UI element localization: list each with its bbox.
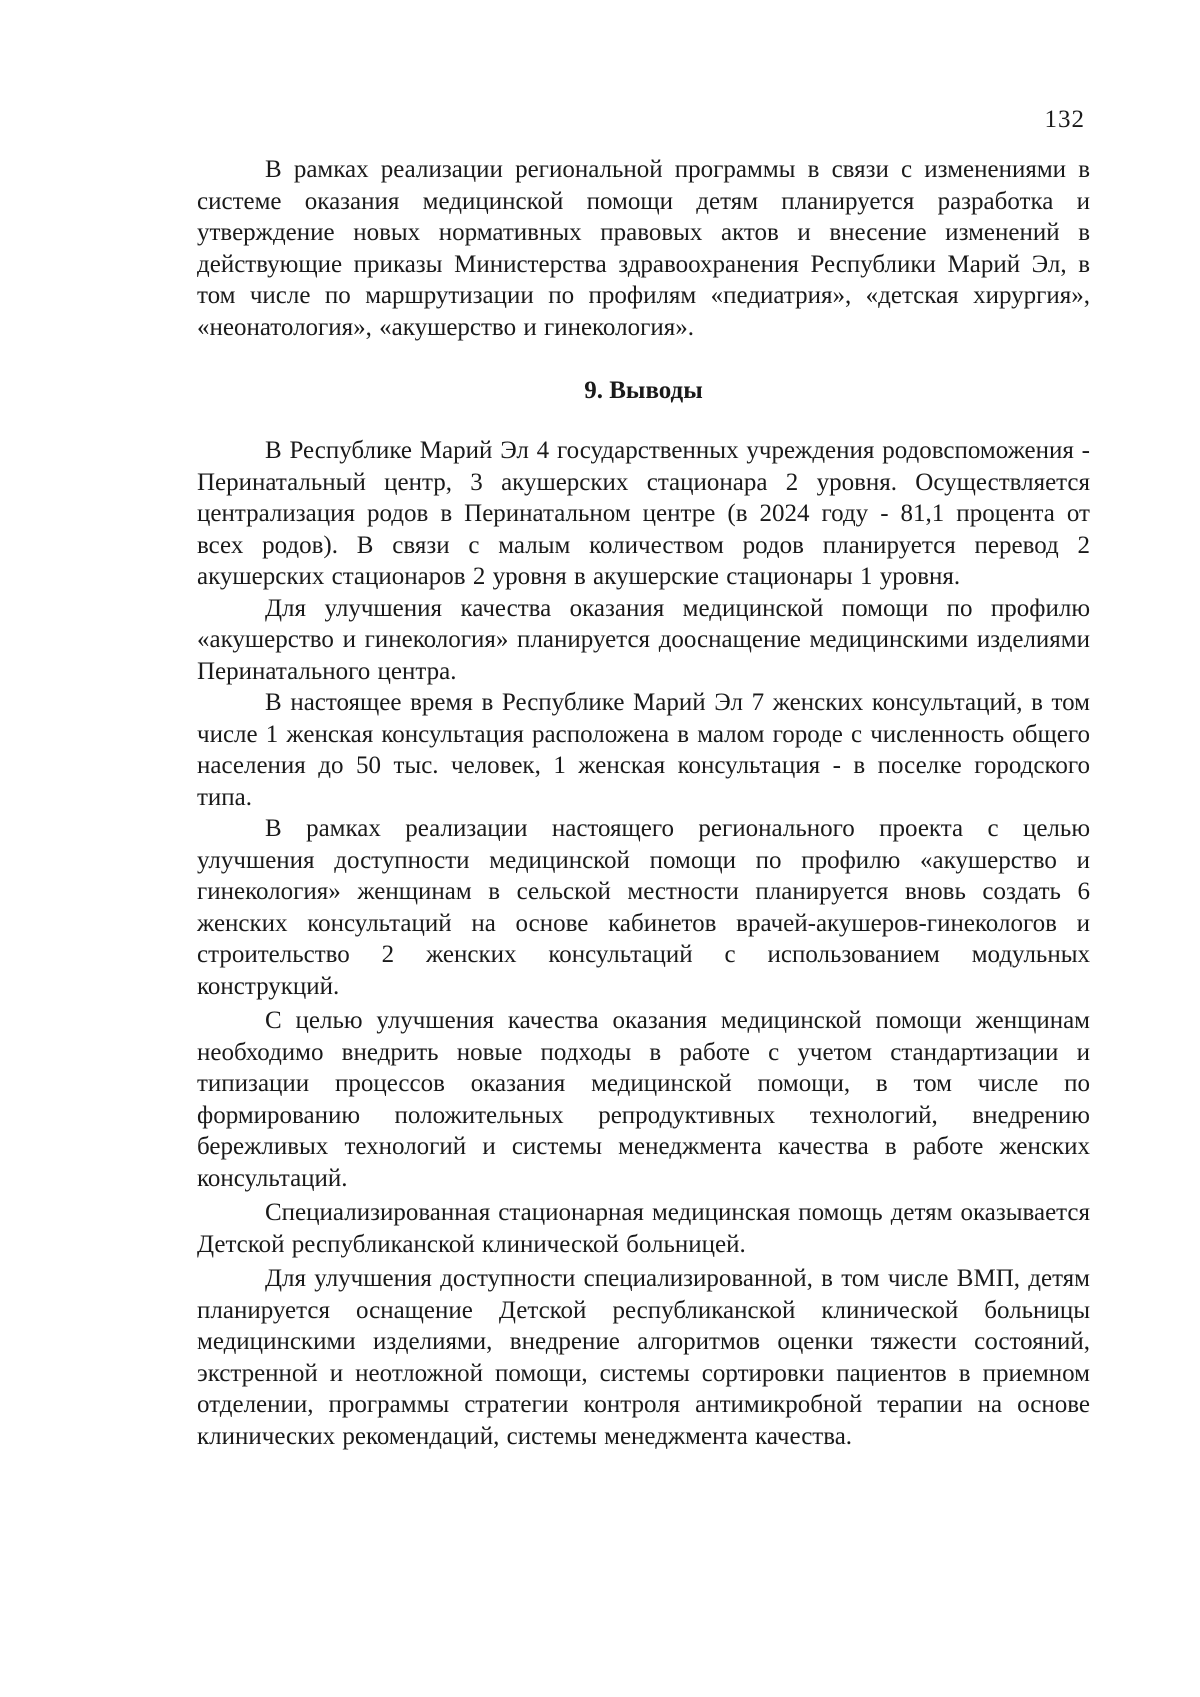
conclusion-paragraph-3: В настоящее время в Республике Марий Эл 7 женских консультаций, в том числе 1 женская консультация расположена в малом городе с численность общего населения до 50 тыс. человек, 1 женская консультация - в поселке городского типа.: [197, 689, 1090, 811]
document-body: [197, 154, 1090, 1452]
intro-paragraph: В рамках реализации региональной программы в связи с изменениями в системе оказания медицинской помощи детям планируется разработка и утверждение новых нормативных правовых актов и внесение изменений в действующие приказы Министерства здравоохранения Республики Марий Эл, в том числе по маршрутизации по профилям «педиатрия», «детская хирургия», «неонатология», «акушерство и гинекология».: [197, 156, 1090, 341]
page-number: 132: [1044, 106, 1085, 133]
section-heading: 9. Выводы: [584, 377, 703, 404]
conclusion-paragraph-6: Специализированная стационарная медицинская помощь детям оказывается Детской республиканской клинической больницей.: [197, 1199, 1090, 1258]
conclusion-paragraph-4: В рамках реализации настоящего регионального проекта с целью улучшения доступности медицинской помощи по профилю «акушерство и гинекология» женщинам в сельской местности планируется вновь создать 6 женских консультаций на основе кабинетов врачей-акушеров-гинекологов и строительство 2 женских консультаций с использованием модульных конструкций.: [197, 815, 1090, 1000]
conclusion-paragraph-5: С целью улучшения качества оказания медицинской помощи женщинам необходимо внедрить новые подходы в работе с учетом стандартизации и типизации процессов оказания медицинской помощи, в том числе по формированию положительных репродуктивных технологий, внедрению бережливых технологий и системы менеджмента качества в работе женских консультаций.: [197, 1007, 1090, 1192]
conclusion-paragraph-7: Для улучшения доступности специализированной, в том числе ВМП, детям планируется оснащение Детской республиканской клинической больницы медицинскими изделиями, внедрение алгоритмов оценки тяжести состояний, экстренной и неотложной помощи, системы сортировки пациентов в приемном отделении, программы стратегии контроля антимикробной терапии на основе клинических рекомендаций, системы менеджмента качества.: [197, 1265, 1090, 1450]
conclusion-paragraph-2: Для улучшения качества оказания медицинской помощи по профилю «акушерство и гинекология» планируется дооснащение медицинскими изделиями Перинатального центра.: [197, 594, 1090, 685]
conclusion-paragraph-1: В Республике Марий Эл 4 государственных учреждения родовспоможения - Перинатальный центр, 3 акушерских стационара 2 уровня. Осуществляется централизация родов в Перинатальном центре (в 2024 году - 81,1 процента от всех родов). В связи с малым количеством родов планируется перевод 2 акушерских стационаров 2 уровня в акушерские стационары 1 уровня.: [197, 437, 1090, 590]
